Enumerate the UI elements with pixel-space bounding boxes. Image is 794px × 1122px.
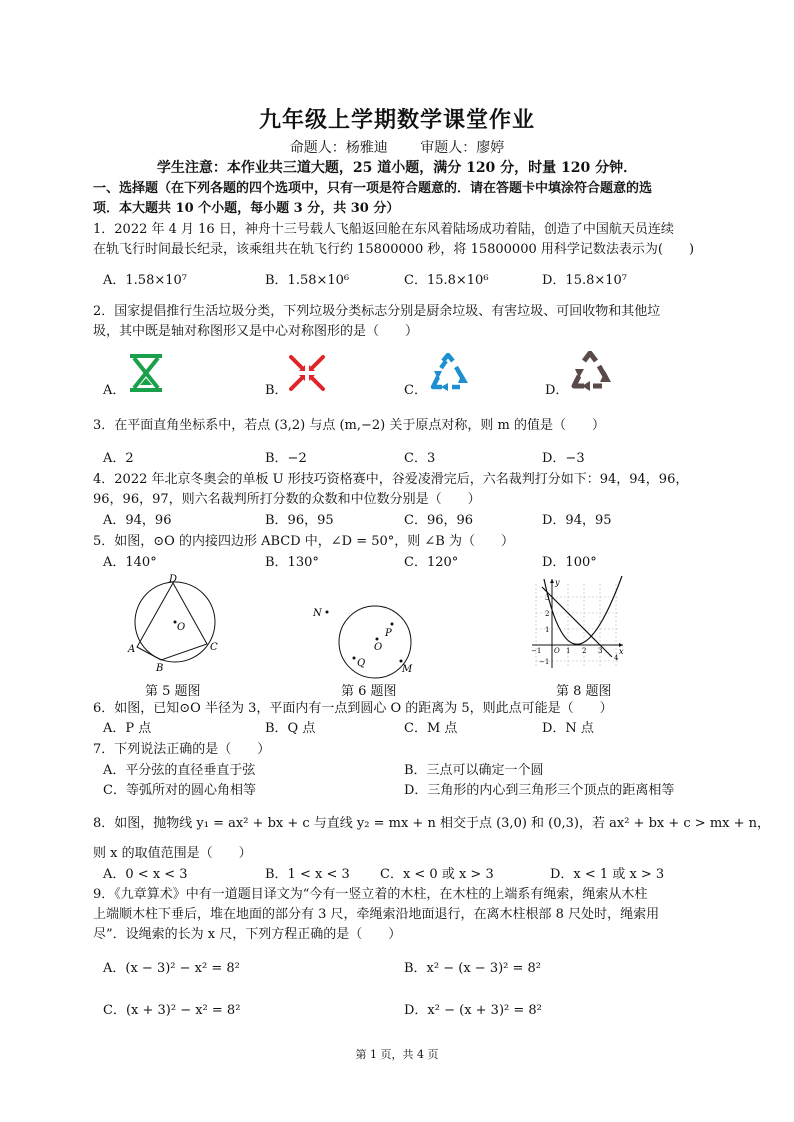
q9-option-b: B．x² − (x − 3)² = 8² <box>404 961 542 976</box>
q7-option-c: C．等弧所对的圆心角相等 <box>103 783 256 798</box>
recyclable-icon <box>426 353 470 393</box>
section1-heading-line2: 项．本大题共 10 个小题，每小题 3 分，共 30 分） <box>93 201 400 216</box>
fig6-label-p: P <box>385 628 392 639</box>
q7-option-b: B．三点可以确定一个圆 <box>404 763 544 778</box>
q6-option-b: B．Q 点 <box>265 721 316 736</box>
page-title: 九年级上学期数学课堂作业 <box>258 107 535 133</box>
fig6-label-q: Q <box>357 658 366 669</box>
fig8-xtick-2: 2 <box>582 647 587 655</box>
q1-option-a: A．1.58×10⁷ <box>103 273 187 288</box>
q9-option-a: A．(x − 3)² − x² = 8² <box>103 961 240 976</box>
q7-option-d: D．三角形的内心到三角形三个顶点的距离相等 <box>404 783 675 798</box>
figure-5-circle-quadrilateral <box>125 574 225 674</box>
fig5-caption: 第 5 题图 <box>145 684 201 699</box>
other-waste-icon <box>568 351 612 391</box>
q6-text: 6．如图，已知⊙O 半径为 3，平面内有一点到圆心 O 的距离为 5，则此点可能是（ ） <box>93 701 613 716</box>
q5-option-a: A．140° <box>103 555 157 570</box>
q6-option-d: D．N 点 <box>542 721 594 736</box>
fig8-caption: 第 8 题图 <box>556 684 612 699</box>
page-footer: 第 1 页，共 4 页 <box>355 1048 439 1061</box>
q8-option-a: A．0 < x < 3 <box>103 867 188 882</box>
q6-option-a: A．P 点 <box>103 721 152 736</box>
q2-option-c: C． <box>404 383 427 398</box>
q7-text: 7．下列说法正确的是（ ） <box>93 742 271 757</box>
q3-option-d: D．−3 <box>542 451 585 466</box>
q3-text: 3．在平面直角坐标系中，若点 (3,2) 与点 (m,−2) 关于原点对称，则 m 的值是（ ） <box>93 418 605 433</box>
q9-line3: 尽”．设绳索的长为 x 尺，下列方程正确的是（ ） <box>93 927 402 942</box>
q1-line2: 在轨飞行时间最长纪录，该乘组共在轨飞行约 15800000 秒，将 15800000 用科学记数法表示为( ) <box>93 242 695 257</box>
q3-option-b: B．−2 <box>265 451 307 466</box>
fig6-label-m: M <box>402 664 413 675</box>
q2-option-b: B． <box>265 383 288 398</box>
q8-option-d: D．x < 1 或 x > 3 <box>550 867 665 882</box>
fig8-xtick-1: 1 <box>566 647 571 655</box>
q1-option-c: C．15.8×10⁶ <box>404 273 489 288</box>
fig6-label-o: O <box>374 642 383 653</box>
q2-option-d: D． <box>545 383 569 398</box>
q4-option-a: A．94，96 <box>103 513 172 528</box>
fig8-label-x: x <box>619 647 624 656</box>
fig6-caption: 第 6 题图 <box>341 684 397 699</box>
fig5-label-a: A <box>128 644 136 655</box>
q5-text: 5．如图，⊙O 的内接四边形 ABCD 中，∠D = 50°，则 ∠B 为（ ） <box>93 534 514 549</box>
q4-line1: 4．2022 年北京冬奥会的单板 U 形技巧资格赛中，谷爱凌滑完后，六名裁判打分如下：94，94，96， <box>93 472 689 487</box>
fig5-label-o: O <box>177 622 186 633</box>
fig8-tick-3: 3 <box>545 594 550 602</box>
fig6-label-n: N <box>313 608 322 619</box>
q8-option-c: C．x < 0 或 x > 3 <box>380 867 494 882</box>
q4-option-d: D．94，95 <box>542 513 612 528</box>
fig5-label-b: B <box>156 663 164 674</box>
q5-option-d: D．100° <box>542 555 597 570</box>
q3-option-c: C．3 <box>404 451 436 466</box>
q1-line1: 1．2022 年 4 月 16 日，神舟十三号载人飞船返回舱在东风着陆场成功着陆，创造了中国航天员连续 <box>93 222 674 237</box>
figure-6-circle-points <box>310 600 420 680</box>
fig8-xtick-neg1: −1 <box>531 647 542 655</box>
figure-8-parabola-line <box>530 576 625 670</box>
q3-option-a: A．2 <box>103 451 134 466</box>
q5-option-b: B．130° <box>265 555 319 570</box>
q1-option-b: B．1.58×10⁶ <box>265 273 350 288</box>
q9-option-c: C．(x + 3)² − x² = 8² <box>103 1003 241 1018</box>
fig5-label-c: C <box>210 642 218 653</box>
q6-option-c: C．M 点 <box>404 721 458 736</box>
q4-line2: 96，96，97，则六名裁判所打分数的众数和中位数分别是（ ） <box>93 492 481 507</box>
authors-line <box>0 137 794 157</box>
q9-line2: 上端顺木柱下垂后，堆在地面的部分有 3 尺，牵绳索沿地面退行，在离木柱根部 8 尺处时，绳索用 <box>93 907 660 922</box>
q1-option-d: D．15.8×10⁷ <box>542 273 628 288</box>
q9-line1: 9．《九章算术》中有一道题目译文为“今有一竖立着的木柱，在木柱的上端系有绳索，绳索从木柱 <box>93 887 648 902</box>
fig8-tick-neg1: −1 <box>539 658 550 666</box>
fig8-xtick-3: 3 <box>598 647 603 655</box>
fig8-xtick-4: 4 <box>614 654 619 662</box>
q8-line1: 8．如图，抛物线 y₁ = ax² + bx + c 与直线 y₂ = mx + n 相交于点 (3,0) 和 (0,3)，若 ax² + bx + c > mx + n， <box>93 816 771 831</box>
author-name: 命题人：杨雅迪 <box>289 140 388 156</box>
fig8-label-y: y <box>555 578 560 587</box>
q2-line1: 2．国家提倡推行生活垃圾分类，下列垃圾分类标志分别是厨余垃圾、有害垃圾、可回收物和其他垃 <box>93 304 661 319</box>
q7-option-a: A．平分弦的直径垂直于弦 <box>103 763 256 778</box>
q2-line2: 圾，其中既是轴对称图形又是中心对称图形的是（ ） <box>93 324 419 339</box>
q8-option-b: B．1 < x < 3 <box>265 867 350 882</box>
fig8-origin: O <box>554 647 560 655</box>
fig8-tick-2: 2 <box>545 610 550 618</box>
q9-option-d: D．x² − (x + 3)² = 8² <box>404 1003 542 1018</box>
q4-option-b: B．96，95 <box>265 513 334 528</box>
fig5-label-d: D <box>169 574 178 585</box>
section1-heading-line1: 一、选择题（在下列各题的四个选项中，只有一项是符合题意的．请在答题卡中填涂符合题意的选 <box>93 181 653 196</box>
reviewer-name: 审题人：廖婷 <box>420 140 505 156</box>
q8-line2: 则 x 的取值范围是（ ） <box>93 846 252 861</box>
q5-option-c: C．120° <box>404 555 459 570</box>
harmful-waste-icon <box>288 354 326 392</box>
fig8-tick-1: 1 <box>545 626 550 634</box>
q2-option-a: A． <box>103 383 126 398</box>
kitchen-waste-icon <box>126 352 166 394</box>
q4-option-c: C．96，96 <box>404 513 474 528</box>
student-notice: 学生注意：本作业共三道大题，25 道小题，满分 120 分，时量 120 分钟． <box>156 160 638 176</box>
